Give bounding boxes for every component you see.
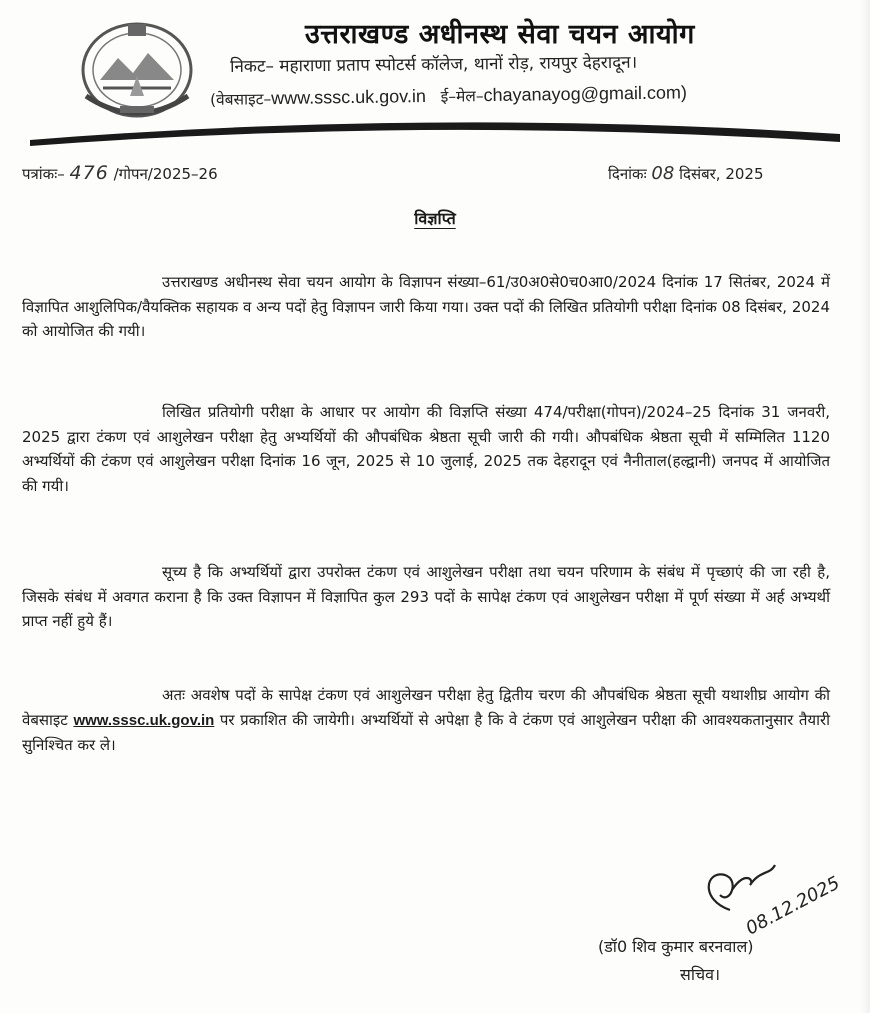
- svg-text:08.12.2025: 08.12.2025: [742, 872, 844, 940]
- organization-address: निकट– महाराणा प्रताप स्पोटर्स कॉलेज, थानों रोड़, रायपुर देहरादून।: [229, 52, 638, 77]
- website-link[interactable]: www.sssc.uk.gov.in: [271, 85, 427, 109]
- page-edge-shadow: [860, 0, 870, 1013]
- website-link-body[interactable]: www.sssc.uk.gov.in: [73, 711, 215, 729]
- notice-subject: विज्ञप्ति: [414, 209, 456, 228]
- email-label: ई–मेल–: [440, 87, 484, 106]
- signatory-designation: सचिव।: [680, 965, 721, 984]
- signatory-name: (डॉ0 शिव कुमार बरनवाल): [598, 937, 754, 956]
- handwritten-day: 08: [651, 163, 675, 184]
- organization-name: उत्तराखण्ड अधीनस्थ सेवा चयन आयोग: [305, 19, 695, 50]
- notice-date: दिनांकः 08 दिसंबर, 2025: [608, 163, 764, 184]
- paragraph-1: उत्तराखण्ड अधीनस्थ सेवा चयन आयोग के विज्ञापन संख्या–61/उ0अ0से0च0आ0/2024 दिनांक 17 सितंबर, 2024 में विज्ञापित आशुलिपिक/वैयक्तिक सहायक व अन्य पदों हेतु विज्ञापन जारी किया गया। उक्त पदों की लिखित प्रतियोगी परीक्षा दिनांक 08 दिसंबर, 2024 को आयोजित की गयी।: [22, 273, 830, 340]
- emblem-icon: [78, 18, 196, 124]
- paragraph-4: अतः अवशेष पदों के सापेक्ष टंकण एवं आशुलेखन परीक्षा हेतु द्वितीय चरण की औपबंधिक श्रेष्ठता सूची यथाशीघ्र आयोग की वेबसाइट www.sssc.uk.gov.in पर प्रकाशित की जायेगी। अभ्यर्थियों से अपेक्षा है कि वे टंकण एवं आशुलेखन परीक्षा की आवश्यकतानुसार तैयारी सुनिश्चित कर ले।: [22, 686, 830, 754]
- website-label: (वेबसाइट–: [209, 90, 272, 109]
- email-link[interactable]: chayanayog@gmail.com): [483, 82, 688, 106]
- contact-line: [210, 81, 687, 110]
- paragraph-2: लिखित प्रतियोगी परीक्षा के आधार पर आयोग की विज्ञप्ति संख्या 474/परीक्षा(गोपन)/2024–25 दिनांक 31 जनवरी, 2025 द्वारा टंकण एवं आशुलेखन परीक्षा हेतु अभ्यर्थियों की औपबंधिक श्रेष्ठता सूची जारी की गयी। औपबंधिक श्रेष्ठता सूची में सम्मिलित 1120 अभ्यर्थियों की टंकण एवं आशुलेखन परीक्षा दिनांक 16 जून, 2025 से 10 जुलाई, 2025 तक देहरादून एवं नैनीताल(हल्द्वानी) जनपद में आयोजित की गयी।: [22, 403, 830, 495]
- handwritten-number: 476: [69, 162, 109, 184]
- header-divider: [0, 112, 870, 152]
- paragraph-3: सूच्य है कि अभ्यर्थियों द्वारा उपरोक्त टंकण एवं आशुलेखन परीक्षा तथा चयन परिणाम के संबंध में पृच्छाएं की जा रही है, जिसके संबंध में अवगत कराना है कि उक्त विज्ञापन में विज्ञापित कुल 293 पदों के सापेक्ष टंकण एवं आशुलेखन परीक्षा में पूर्ण संख्या में अर्ह अभ्यर्थी प्राप्त नहीं हुये हैं।: [22, 563, 830, 630]
- signature-icon: [690, 850, 860, 945]
- reference-number: पत्रांकः– 476 /गोपन/2025–26: [22, 162, 218, 184]
